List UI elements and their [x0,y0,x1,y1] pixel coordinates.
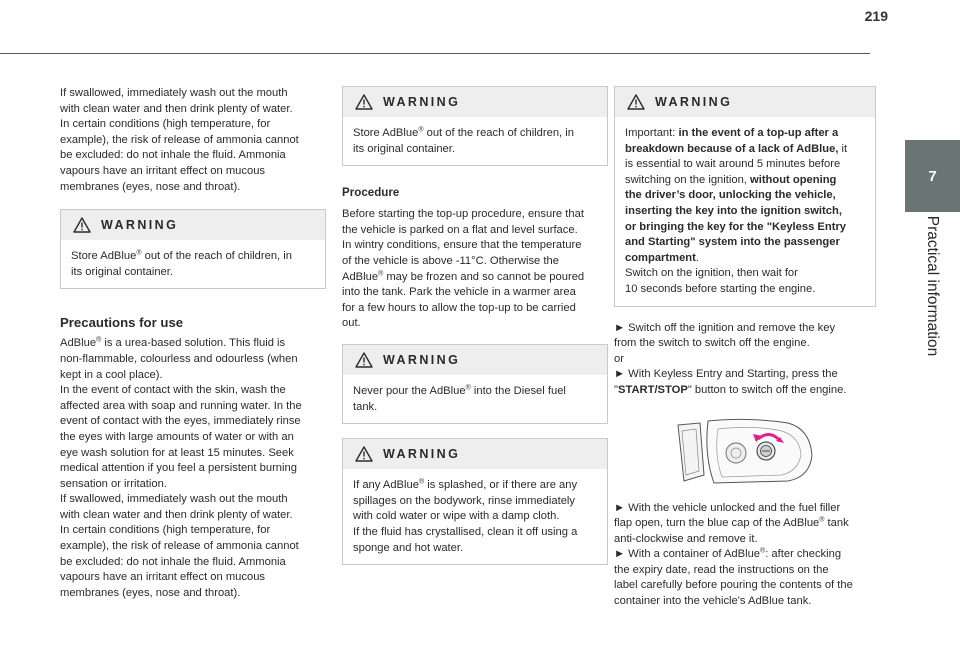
column-right [614,86,876,610]
page-number: 219 [864,8,888,24]
warning-box: WARNING Important: in the event of a top-up after a breakdown because of a lack of AdBlue, it is essential to wait around 5 minutes before switching on the ignition, without opening the driver’s door, unlocking the vehicle, inserting the key into the ignition switch, or bringing the key for the "Keyless Entry and Starting" system into the passenger compartment. Switch on the ignition, then wait for 10 seconds before starting the engine. [614,86,876,307]
warning-title: WARNING [101,218,179,233]
paragraph-swallow: If swallowed, immediately wash out the mouth with clean water and then drink plenty of water. In certain conditions (high temperature, for example), the risk of release of ammonia cannot be excluded: do not inhale the fluid. Ammonia vapours have an irritant effect on mucous membranes (eyes, nose and throat). [60,87,299,193]
column-left [60,86,326,601]
warning-triangle-icon [355,446,373,462]
step-remove-cap: ► With the vehicle unlocked and the fuel filler flap open, turn the blue cap of the AdBlue® tank anti-clockwise and remove it. ► With a container of AdBlue®: after checking the expiry date, read the instructions on the label carefully before pouring the contents of the container into the vehicle's AdBlue tank. [614,501,853,608]
header-rule [0,53,870,54]
paragraph-procedure: Before starting the top-up procedure, ensure that the vehicle is parked on a flat and level surface. In wintry conditions, ensure that the temperature of the vehicle is above -11°C. Otherwise the AdBlue® may be frozen and so cannot be poured into the tank. Park the vehicle in a warmer area for a few hours to allow the top-up to be carried out. [342,208,585,330]
column-middle [342,86,608,565]
section-heading-procedure: Procedure [342,186,400,200]
warning-title: WARNING [383,95,461,109]
warning-title: WARNING [655,95,733,109]
warning-box: WARNING Store AdBlue® out of the reach of children, in its original container. [342,86,608,166]
section-heading-precautions: Precautions for use [60,315,184,331]
step-switch-off: ► Switch off the ignition and remove the key from the switch to switch off the engine. or ► With Keyless Entry and Starting, press the "START/STOP" button to switch off the engine. [614,321,847,396]
warning-box: WARNING If any AdBlue® is splashed, or if there are any spillages on the bodywork, rinse immediately with cold water or wipe with a damp cloth. If the fluid has crystallised, clean it off using a sponge and hot water. [342,438,608,565]
warning-title: WARNING [383,447,461,462]
adblue-filler-cap-illustration [670,415,820,487]
warning-box: WARNING Store AdBlue® out of the reach of children, in its original container. [60,209,326,289]
warning-triangle-icon [627,94,645,110]
warning-triangle-icon [355,352,373,368]
warning-triangle-icon [73,217,91,233]
warning-box: WARNING Never pour the AdBlue® into the Diesel fuel tank. [342,344,608,424]
warning-title: WARNING [383,352,461,367]
warning-triangle-icon [355,94,373,110]
chapter-tab[interactable]: 7 [905,140,960,212]
paragraph-precautions: AdBlue® is a urea-based solution. This fluid is non-flammable, colourless and odourless (when kept in a cool place). In the event of contact with the skin, wash the affected area with soap and running water. In the event of contact with the eyes, immediately rinse the eyes with large amounts of water or with an eye wash solution for at least 15 minutes. Seek medical attention if you feel a persistent burning sensation or irritation. If swallowed, immediately wash out the mouth with clean water and then drink plenty of water. In certain conditions (high temperature, for example), the risk of release of ammonia cannot be excluded: do not inhale the fluid. Ammonia vapours have an irritant effect on mucous membranes (eyes, nose and throat). [60,336,302,599]
chapter-title: Practical information [924,215,942,357]
